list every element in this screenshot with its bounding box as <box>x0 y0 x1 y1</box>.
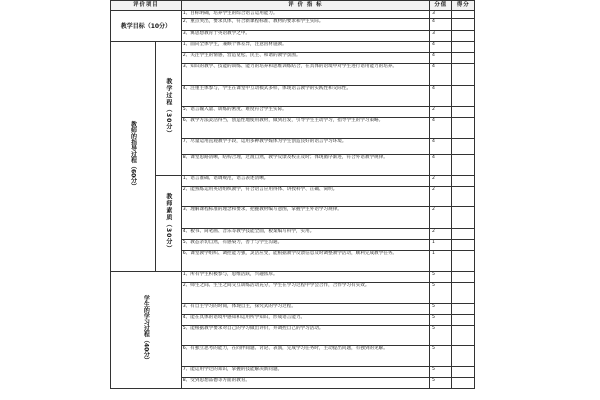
score-input[interactable] <box>452 326 475 346</box>
criterion-text: 2、能熟练运用英语组织教学，符合语言应用得体、讲授科学、正确、简明。 <box>181 187 429 207</box>
score-value: 2 <box>430 207 452 229</box>
score-input[interactable] <box>452 53 475 64</box>
criterion-text: 1、目标明确，培养学生的综合语言运用能力。 <box>181 11 429 19</box>
criterion-text: 3、有自主学习的时间，体现自主，探究式的学习过程。 <box>181 304 429 315</box>
table-row <box>111 42 475 53</box>
criterion-text: 6、教学方法灵活得当，创造性地使用教材，做到启发，引导学生主动学习，指导学生的学习策略。 <box>181 118 429 139</box>
score-input[interactable] <box>452 207 475 229</box>
score-value: 5 <box>430 378 452 389</box>
criterion-text: 5、教态亲切自然，有感染力，善于与学生沟通。 <box>181 240 429 251</box>
score-value: 5 <box>430 326 452 346</box>
header-value: 分值 <box>430 1 452 11</box>
criterion-text: 1、面向全体学生，兼顾个体差异，注意因材施教。 <box>181 42 429 53</box>
score-value: 3 <box>430 31 452 42</box>
score-value: 2 <box>430 229 452 240</box>
score-value: 3 <box>430 11 452 19</box>
subsection-process-label: 教学过程（30分） <box>155 42 181 176</box>
criterion-text: 1、语言准确、语调规范，语言表述清晰。 <box>181 176 429 187</box>
criterion-text: 4、能在具体的语境中感知和运用所学知识，形成语言能力。 <box>181 315 429 326</box>
score-input[interactable] <box>452 31 475 42</box>
score-value: 4 <box>430 64 452 86</box>
criterion-text: 5、语言输入量、训练的密度、难度符合学生实际。 <box>181 107 429 118</box>
score-value: 5 <box>430 283 452 304</box>
table-row <box>111 176 475 187</box>
score-input[interactable] <box>452 42 475 53</box>
table-row <box>111 11 475 19</box>
criterion-text: 3、知识的教学、技能的训练、能力的培养和思维训练结合，在具体的语境中对学生进行语用能力的培养。 <box>181 64 429 86</box>
table-row <box>111 272 475 283</box>
score-value: 5 <box>430 346 452 367</box>
score-value: 4 <box>430 42 452 53</box>
score-value: 5 <box>430 367 452 378</box>
criterion-text: 2、师生之间、生生之间交互训练活动充分，学生在学习过程中学会合作，合作学习有实效。 <box>181 283 429 304</box>
score-value: 1 <box>430 251 452 272</box>
score-input[interactable] <box>452 19 475 31</box>
score-input[interactable] <box>452 272 475 283</box>
evaluation-sheet <box>110 0 475 400</box>
criterion-text: 4、注重主体参与，学生在课堂中互动模式多样，体现语言教学的实践性和交际性。 <box>181 86 429 107</box>
score-input[interactable] <box>452 86 475 107</box>
criterion-text: 2、重点突出，要求具体，符合新课程标准、教材的要求和学生实际。 <box>181 19 429 31</box>
section-teacher-label: 教师的指导过程（60分） <box>111 42 156 272</box>
score-value: 2 <box>430 187 452 207</box>
score-input[interactable] <box>452 139 475 155</box>
criterion-text: 8、受到思想品德等方面的教育。 <box>181 378 429 389</box>
section-goal-label: 教学目标（10分） <box>111 11 182 42</box>
criterion-text: 7、尽量运用直观教学手段，运用多种教学媒体为学生创造良好的语言学习环境。 <box>181 139 429 155</box>
score-input[interactable] <box>452 367 475 378</box>
header-item: 评价项目 <box>111 1 182 11</box>
score-input[interactable] <box>452 378 475 389</box>
criterion-text: 6、有独立思考的能力，在同伴间题、讨论、表演，完成学习任务时，主动提出问题，有独到的见解。 <box>181 346 429 367</box>
header-row <box>111 1 475 11</box>
evaluation-table <box>110 0 475 389</box>
score-value: 4 <box>430 53 452 64</box>
score-value: 4 <box>430 139 452 155</box>
score-value: 5 <box>430 272 452 283</box>
header-criteria: 评 价 指 标 <box>181 1 429 11</box>
criterion-text: 1、所有学生积极参与，思维活跃，兴趣浓厚。 <box>181 272 429 283</box>
score-input[interactable] <box>452 251 475 272</box>
score-value: 5 <box>430 315 452 326</box>
score-input[interactable] <box>452 155 475 176</box>
score-value: 4 <box>430 155 452 176</box>
score-input[interactable] <box>452 11 475 19</box>
criterion-text: 5、能根据教学要求对自己的学习做出评价，并调控自己的学习活动。 <box>181 326 429 346</box>
score-input[interactable] <box>452 346 475 367</box>
criterion-text: 2、关注学生的情感，营造宽松、民主、和谐的教学氛围。 <box>181 53 429 64</box>
criterion-text: 3、寓思想教育于英语教学之中。 <box>181 31 429 42</box>
score-input[interactable] <box>452 118 475 139</box>
criterion-text: 3、理解课程标准的理念和要求，把握教材编写意图，掌握学生外语学习规律。 <box>181 207 429 229</box>
score-input[interactable] <box>452 315 475 326</box>
score-input[interactable] <box>452 176 475 187</box>
score-input[interactable] <box>452 229 475 240</box>
score-input[interactable] <box>452 187 475 207</box>
subsection-quality-label: 教师素质（30分） <box>155 176 181 272</box>
score-input[interactable] <box>452 64 475 86</box>
header-got: 得分 <box>452 1 475 11</box>
score-input[interactable] <box>452 107 475 118</box>
score-input[interactable] <box>452 283 475 304</box>
criterion-text: 8、课堂思路清晰，结构合理，过渡自然，教学反馈及校正及时；体现循序渐进，符合外语教学规律。 <box>181 155 429 176</box>
score-value: 1 <box>430 240 452 251</box>
criterion-text: 4、板书、简笔画、音乐等教学技能全面，板案编写科学，实用。 <box>181 229 429 240</box>
score-value: 5 <box>430 304 452 315</box>
score-value: 2 <box>430 176 452 187</box>
criterion-text: 7、能运用学过的知识，掌握的技能解决新问题。 <box>181 367 429 378</box>
section-student-label: 学生的学习过程（40分） <box>111 272 182 389</box>
score-input[interactable] <box>452 304 475 315</box>
score-value: 4 <box>430 19 452 31</box>
score-value: 4 <box>430 86 452 107</box>
score-value: 4 <box>430 118 452 139</box>
criterion-text: 6、课堂教学组织、调控能力强，灵活应变，能根据教学反馈信息及时调整教学活动，顺利完成教学任务。 <box>181 251 429 272</box>
score-input[interactable] <box>452 240 475 251</box>
score-value: 2 <box>430 107 452 118</box>
